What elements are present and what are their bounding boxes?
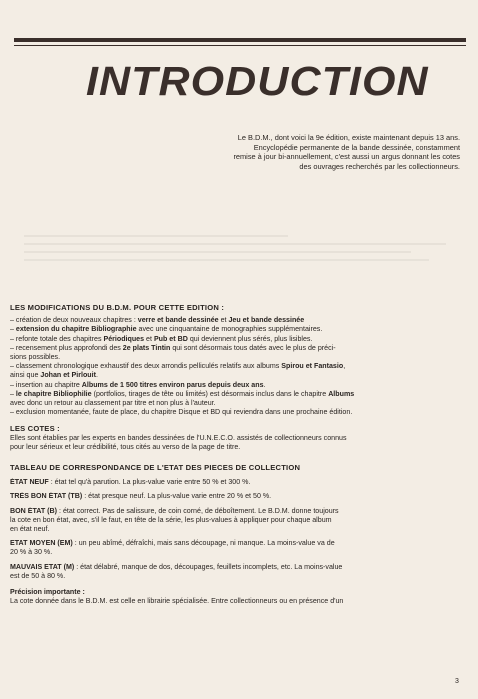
header-rule-thick xyxy=(14,38,466,42)
state-line xyxy=(10,539,460,548)
show-through-text xyxy=(24,235,464,275)
state-text: 20 % à 30 %. xyxy=(10,548,53,557)
modification-item xyxy=(10,371,460,380)
item-bold-text: Spirou et Fantasio xyxy=(281,362,344,371)
cotes-heading: LES COTES : xyxy=(10,424,60,434)
modifications-list xyxy=(10,316,460,417)
item-text: . xyxy=(263,380,266,389)
states-list xyxy=(10,478,460,581)
item-text: – création de deux nouveaux chapitres : xyxy=(10,316,138,325)
state-entry xyxy=(10,563,460,581)
modification-item xyxy=(10,325,460,334)
modification-item xyxy=(10,353,460,362)
item-text: et xyxy=(218,316,229,325)
modification-item xyxy=(10,344,460,353)
intro-paragraph xyxy=(160,133,460,171)
state-line xyxy=(10,492,460,501)
cotes-line: Elles sont établies par les experts en bandes dessinées de l'U.N.E.C.O. assistés de collectionneurs connus xyxy=(10,433,347,442)
tableau-heading: TABLEAU DE CORRESPONDANCE DE L'ETAT DES PIECES DE COLLECTION xyxy=(10,463,301,473)
item-text: . xyxy=(95,371,98,380)
item-bold-text: Périodiques xyxy=(103,334,145,343)
item-text: et xyxy=(144,334,154,343)
item-text: qui sont désormais tous datés avec le plus de préci- xyxy=(170,343,336,352)
state-entry xyxy=(10,539,460,557)
state-text: : état tel qu'à parution. La plus-value varie entre 50 % et 300 %. xyxy=(50,478,251,487)
page-number: 3 xyxy=(455,678,459,685)
state-text: : état presque neuf. La plus-value varie entre 20 % et 50 %. xyxy=(84,492,272,501)
item-text: – exclusion momentanée, faute de place, du chapitre Disque et BD qui reviendra dans une prochaine édition. xyxy=(10,408,353,417)
item-bold-text: Jeu et bande dessinée xyxy=(228,316,305,325)
item-text: avec une cinquantaine de monographies supplémentaires. xyxy=(136,325,323,334)
modification-item xyxy=(10,399,460,408)
modification-item xyxy=(10,362,460,371)
state-line xyxy=(10,507,460,516)
page-title: INTRODUCTION xyxy=(86,58,429,104)
state-text: la cote en bon état, avec, s'il le faut, en tête de la série, les plus-values à appliquer pour chaque album xyxy=(10,515,332,524)
state-label: TRÈS BON ÉTAT (TB) xyxy=(10,492,85,501)
item-text: – xyxy=(10,389,16,398)
item-text: ainsi que xyxy=(10,371,41,380)
state-line xyxy=(10,478,460,487)
state-text: : un peu abîmé, défraîchi, mais sans découpage, ni manque. La moins-value va de xyxy=(74,539,335,548)
item-bold-text: Albums de 1 500 titres environ parus depuis deux ans xyxy=(81,380,264,389)
state-line xyxy=(10,563,460,572)
item-bold-text: 2e plats Tintin xyxy=(122,343,171,352)
state-entry xyxy=(10,478,460,487)
item-bold-text: Pub et BD xyxy=(153,334,188,343)
item-text: qui deviennent plus sérés, plus lisibles. xyxy=(187,334,313,343)
state-line xyxy=(10,525,460,534)
state-line xyxy=(10,572,460,581)
state-line xyxy=(10,516,460,525)
state-label: ÉTAT NEUF xyxy=(10,478,51,487)
intro-line: remise à jour bi-annuellement, c'est aussi un argus donnant les cotes xyxy=(233,152,460,162)
cotes-text xyxy=(10,434,460,452)
state-line xyxy=(10,548,460,557)
modification-item xyxy=(10,390,460,399)
precision-heading: Précision importante : xyxy=(10,588,85,597)
state-text: est de 50 à 80 %. xyxy=(10,571,66,580)
state-text: en état neuf. xyxy=(10,525,50,534)
item-text: – refonte totale des chapitres xyxy=(10,334,104,343)
intro-line: Encyclopédie permanente de la bande dessinée, constamment xyxy=(253,142,460,152)
modification-item xyxy=(10,381,460,390)
item-bold-text: Johan et Pirlouit xyxy=(40,371,96,380)
item-text: , xyxy=(343,362,346,371)
precision-line: La cote donnée dans le B.D.M. est celle en librairie spécialisée. Entre collectionneurs ou en présence d'un xyxy=(10,597,344,606)
intro-line: des ouvrages recherchés par les collectionneurs. xyxy=(299,161,460,171)
modifications-heading: LES MODIFICATIONS DU B.D.M. POUR CETTE EDITION : xyxy=(10,303,225,312)
main-content xyxy=(10,303,460,606)
item-text: – classement chronologique exhaustif des deux arrondis pelliculés relatifs aux albums xyxy=(10,362,282,371)
item-bold-text: Albums xyxy=(328,389,355,398)
item-text: – recensement plus approfondi des xyxy=(10,343,123,352)
item-bold-text: extension du chapitre Bibliographie xyxy=(15,325,137,334)
modification-item xyxy=(10,316,460,325)
item-text: – insertion au chapitre xyxy=(10,380,82,389)
modification-item xyxy=(10,408,460,417)
item-bold-text: le chapitre Bibliophilie xyxy=(15,389,92,398)
intro-line: Le B.D.M., dont voici la 9e édition, existe maintenant depuis 13 ans. xyxy=(237,133,460,142)
item-bold-text: verre et bande dessinée xyxy=(137,316,219,325)
item-text: avec donc un retour au classement par titre et non plus à l'auteur. xyxy=(10,399,216,408)
state-label: BON ÉTAT (B) xyxy=(10,506,59,515)
item-text: sions possibles. xyxy=(10,353,61,362)
precision-text xyxy=(10,597,460,606)
state-label: ETAT MOYEN (EM) xyxy=(10,539,75,548)
state-label: MAUVAIS ETAT (M) xyxy=(10,562,77,571)
modification-item xyxy=(10,335,460,344)
state-entry xyxy=(10,492,460,501)
cotes-line: pour leur sérieux et leur crédibilité, tous cités au verso de la page de titre. xyxy=(10,442,241,451)
state-text: : état correct. Pas de salissure, de coin corné, de déboîtement. Le B.D.M. donne toujours xyxy=(59,506,339,515)
state-entry xyxy=(10,507,460,535)
state-text: : état délabré, manque de dos, découpages, feuillets incomplets, etc. La moins-value xyxy=(76,562,343,571)
item-text: (portfolios, tirages de tête ou limités) est désormais inclus dans le chapitre xyxy=(91,389,329,398)
item-text: – xyxy=(10,325,16,334)
header-rule-thin xyxy=(14,45,466,46)
